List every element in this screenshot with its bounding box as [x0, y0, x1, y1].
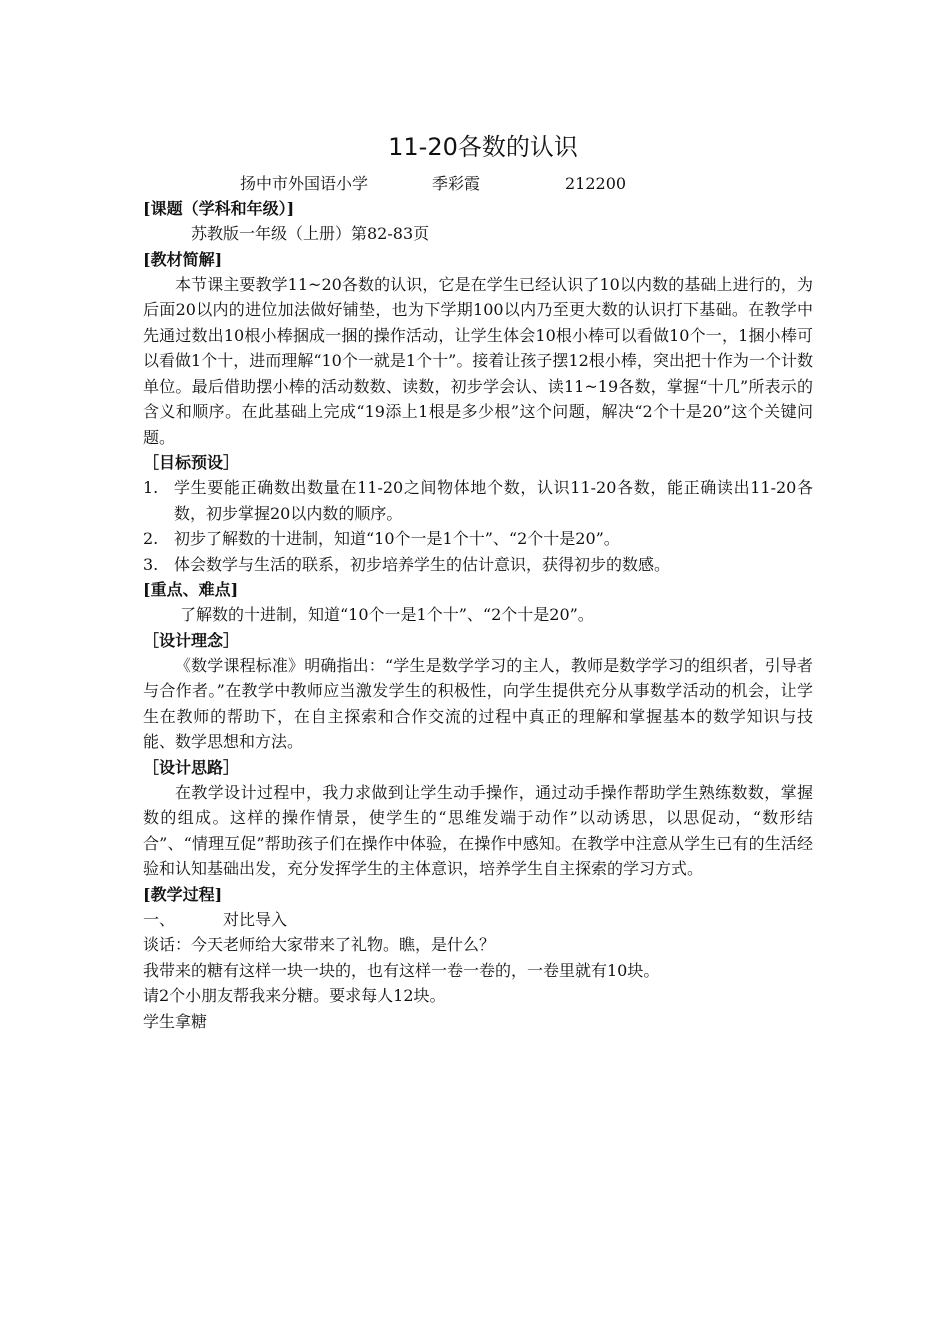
process-line: 学生拿糖 — [143, 1011, 208, 1031]
section-heading-material: [教材简解] — [143, 249, 223, 269]
list-item-text: 体会数学与生活的联系，初步培养学生的估计意识，获得初步的数感。 — [174, 554, 671, 574]
list-item-text: 学生要能正确数出数量在11-20之间物体地个数，认识11-20各数，能正确读出11-20各数，初步掌握20以内数的顺序。 — [174, 478, 813, 523]
list-item-text: 初步了解数的十进制，知道“10个一是1个十”、“2个十是20”。 — [174, 529, 620, 548]
keypoints-text: 了解数的十进制，知道“10个一是1个十”、“2个十是20”。 — [180, 605, 594, 624]
byline-author: 季彩霞 — [432, 174, 481, 193]
section-heading-topic: [课题（学科和年级）] — [143, 199, 295, 218]
byline — [143, 171, 813, 196]
goals-list — [143, 475, 813, 577]
section-heading-concept: ［设计理念］ — [143, 630, 240, 650]
process-step-number: 一、 — [143, 909, 176, 929]
byline-school: 扬中市外国语小学 — [240, 174, 369, 193]
section-heading-process: [教学过程] — [143, 884, 223, 904]
list-item — [143, 526, 813, 552]
page-title: 11-20各数的认识 — [388, 133, 578, 161]
list-item-number: 3. — [143, 554, 159, 574]
topic-text: 苏教版一年级（上册）第82-83页 — [191, 224, 430, 243]
concept-paragraph: 《数学课程标准》明确指出：“学生是数学学习的主人，教师是数学学习的组织者，引导者与合作者。”在教学中教师应当激发学生的积极性，向学生提供充分从事数学活动的机会，让学生在教师的帮助下，在自主探索和合作交流的过程中真正的理解和掌握基本的数学知识与技能、数学思想和方法。 — [143, 655, 813, 751]
byline-code: 212200 — [565, 174, 627, 193]
process-line: 请2个小朋友帮我来分糖。要求每人12块。 — [143, 986, 446, 1005]
list-item-number: 1. — [143, 478, 159, 497]
section-heading-keypoints: [重点、难点] — [143, 580, 239, 599]
process-step-heading — [143, 907, 813, 933]
approach-paragraph: 在教学设计过程中，我力求做到让学生动手操作，通过动手操作帮助学生熟练数数，掌握数的组成。这样的操作情景，使学生的“思维发端于动作”以动诱思，以思促动，“数形结合”、“情理互促”帮助孩子们在操作中体验，在操作中感知。在教学中注意从学生已有的生活经验和认知基础出发，充分发挥学生的主体意识，培养学生自主探索的学习方式。 — [143, 782, 813, 878]
section-heading-goals: ［目标预设］ — [143, 453, 240, 472]
section-heading-approach: ［设计思路］ — [143, 757, 240, 777]
document-page — [143, 130, 813, 1034]
list-item — [143, 475, 813, 526]
material-paragraph: 本节课主要教学11~20各数的认识，它是在学生已经认识了10以内数的基础上进行的，为后面20以内的进位加法做好铺垫，也为下学期100以内乃至更大数的认识打下基础。在教学中先通过数出10根小棒捆成一捆的操作活动，让学生体会10根小棒可以看做10个一，1捆小棒可以看做1个十，进而理解“10个一就是1个十”。接着让孩子摆12根小棒，突出把十作为一个计数单位。最后借助摆小棒的活动数数、读数，初步学会认、读11~19各数，掌握“十几”所表示的含义和顺序。在此基础上完成“19添上1根是多少根”这个问题，解决“2个十是20”这个关键问题。 — [143, 274, 813, 447]
process-line: 谈话：今天老师给大家带来了礼物。瞧，是什么？ — [143, 935, 496, 954]
list-item — [143, 552, 813, 578]
process-line: 我带来的糖有这样一块一块的，也有这样一卷一卷的，一卷里就有10块。 — [143, 960, 660, 980]
process-step-title: 对比导入 — [223, 909, 288, 929]
list-item-number: 2. — [143, 529, 159, 548]
